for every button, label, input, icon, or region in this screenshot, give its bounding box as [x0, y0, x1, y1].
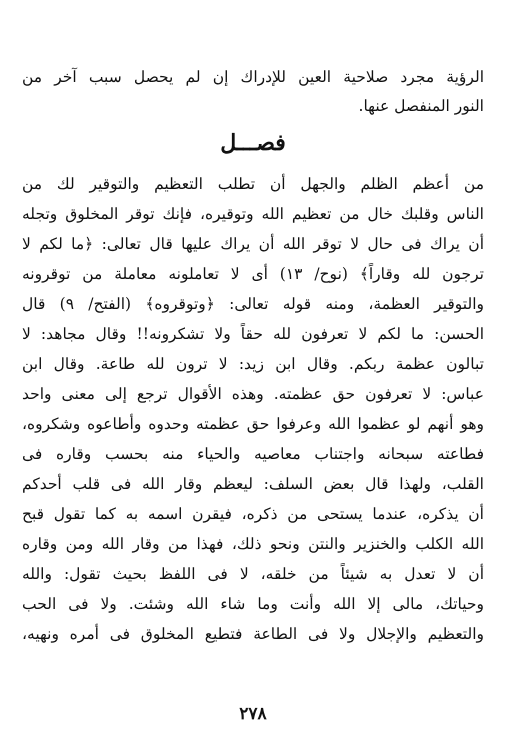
text-line: الله الكلب والخنزير والنتن ونحو ذلك، فهذا من وقار الله ومن وقاره	[22, 535, 484, 553]
text-line: وحياتك، مالى إلا الله وأنت وما شاء الله وشئت. ولا فى الحب	[22, 595, 484, 613]
text-line: القلب، ولهذا قال بعض السلف: ليعظم وقار الله فى قلب أحدكم	[22, 475, 484, 493]
text-line: والتوقير العظمة، ومنه قوله تعالى: ﴿وتوقروه﴾ (الفتح/ ٩) قال	[22, 295, 484, 313]
text-line: أن يراك فى حال لا توقر الله أن يراك عليها قال تعالى: ﴿ما لكم لا	[22, 235, 484, 253]
page-number: ٢٧٨	[239, 704, 267, 724]
text-line: الحسن: ما لكم لا تعرفون لله حقاً ولا تشكرونه!! وقال مجاهد: لا	[22, 325, 484, 343]
text-line: ترجون لله وقاراً﴾ (نوح/ ١٣) أى لا تعاملونه معاملة من توقرونه	[22, 265, 484, 283]
text-line: أن يذكره، عندما يستحى من ذكره، فيقرن اسمه به كما تقول قبح	[22, 505, 484, 523]
text-line: تبالون عظمة ربكم. وقال ابن زيد: لا ترون لله طاعة. وقال ابن	[22, 355, 484, 373]
text-line: فطاعته سبحانه واجتناب معاصيه والحياء منه بحسب وقاره فى	[22, 445, 484, 463]
text-line: الرؤية مجرد صلاحية العين للإدراك إن لم يحصل سبب آخر من	[22, 68, 484, 86]
text-line: من أعظم الظلم والجهل أن تطلب التعظيم والتوقير لك من	[22, 175, 484, 193]
text-line: الناس وقلبك خال من تعظيم الله وتوقيره، فإنك توقر المخلوق وتجله	[22, 205, 484, 223]
text-line: النور المنفصل عنها.	[358, 97, 484, 115]
section-heading: فصـــل	[220, 130, 286, 156]
text-line: وهو أنهم لو عظموا الله وعرفوا حق عظمته وحدوه وأطاعوه وشكروه،	[22, 415, 484, 433]
text-line: أن لا تعدل به شيئاً من خلقه، لا فى اللفظ بحيث تقول: والله	[22, 565, 484, 583]
text-line: عباس: لا تعرفون حق عظمته. وهذه الأقوال ترجع إلى معنى واحد	[22, 385, 484, 403]
text-line: والتعظيم والإجلال ولا فى الطاعة فتطيع المخلوق فى أمره ونهيه،	[22, 625, 484, 643]
